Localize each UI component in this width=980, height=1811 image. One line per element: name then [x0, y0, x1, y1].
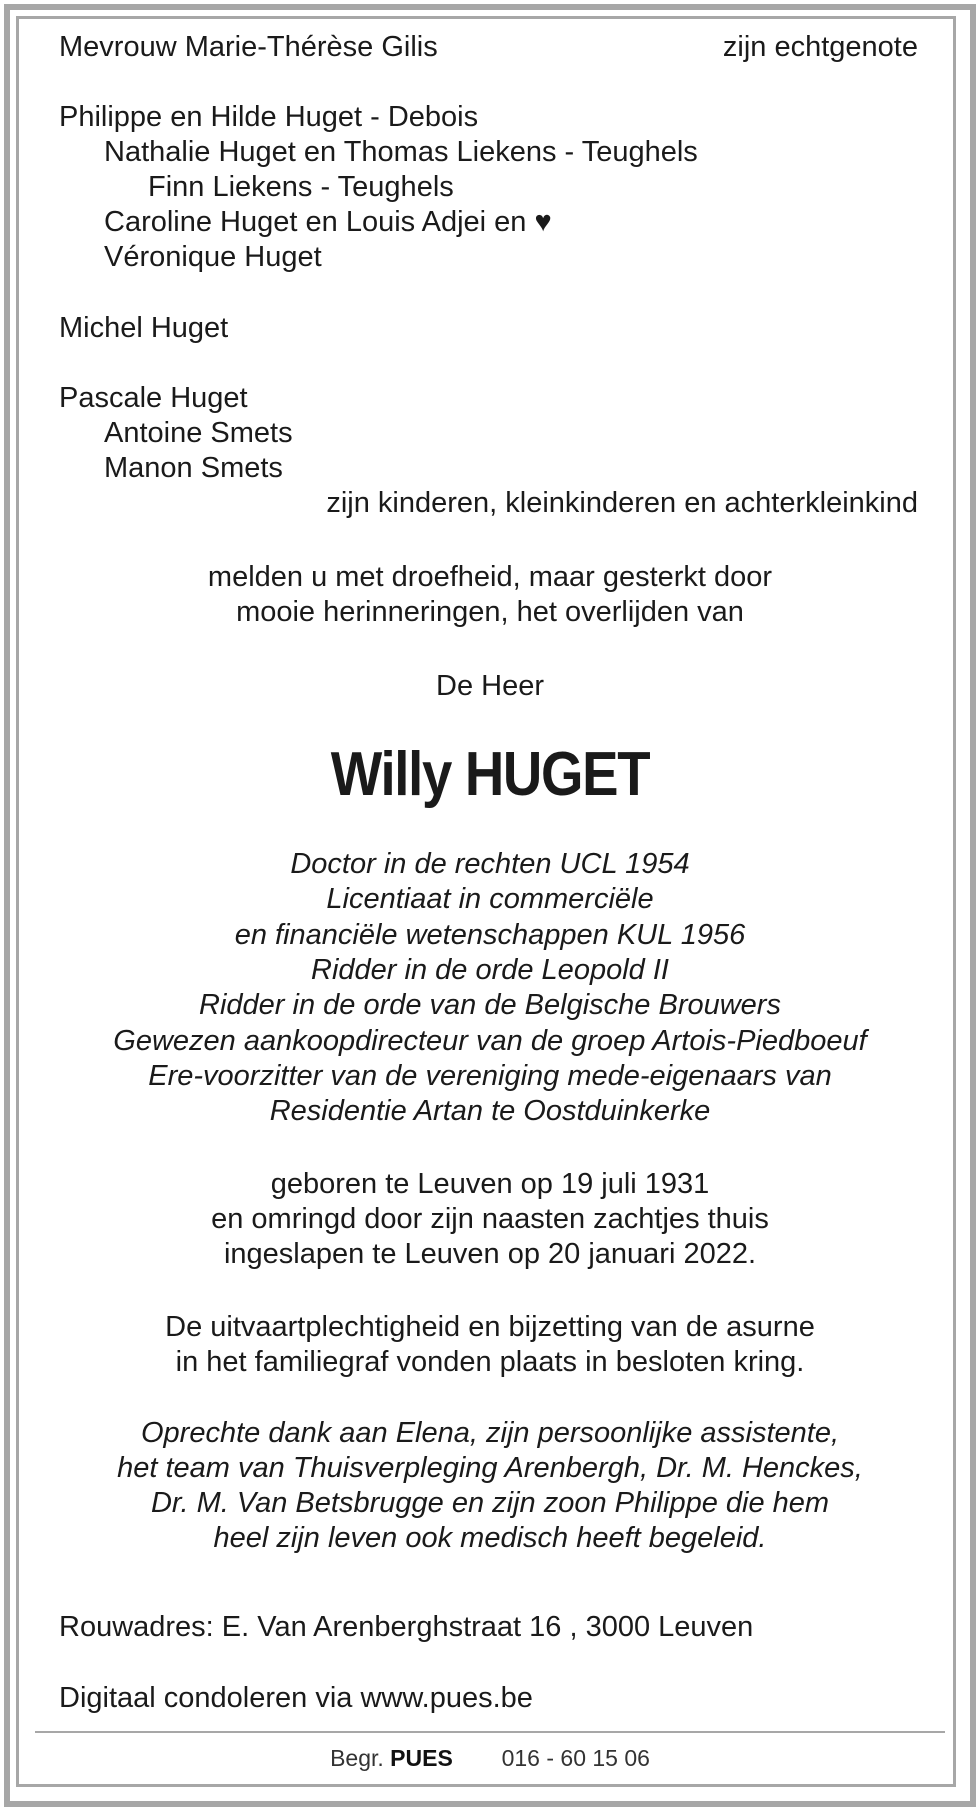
- title-line: Residentie Artan te Oostduinkerke: [269, 1095, 711, 1127]
- title-line: Licentiaat in commerciële: [326, 883, 654, 915]
- family-line: Nathalie Huget en Thomas Liekens - Teughels: [104, 136, 698, 168]
- condolence-text: Digitaal condoleren via www.pues.be: [59, 1682, 533, 1714]
- title-line: en financiële wetenschappen KUL 1956: [234, 919, 746, 951]
- thanks-line: Dr. M. Van Betsbrugge en zijn zoon Philippe die hem: [150, 1487, 830, 1519]
- announcement-line: melden u met droefheid, maar gesterkt door: [207, 561, 773, 593]
- thanks-line: het team van Thuisverpleging Arenbergh, Dr. M. Henckes,: [117, 1452, 863, 1484]
- honorific: De Heer: [436, 670, 544, 702]
- family-line: Pascale Huget: [59, 382, 248, 414]
- title-line: Ridder in de orde Leopold II: [311, 954, 669, 986]
- footer-phone: 016 - 60 15 06: [501, 1745, 650, 1771]
- title-line: Ridder in de orde van de Belgische Brouwers: [199, 989, 781, 1021]
- family-line: Finn Liekens - Teughels: [148, 171, 454, 203]
- family-line: Michel Huget: [59, 312, 229, 344]
- family-role: zijn kinderen, kleinkinderen en achterkleinkind: [326, 487, 918, 519]
- spouse-role: zijn echtgenote: [722, 31, 918, 63]
- funeral-company: PUES: [390, 1745, 453, 1771]
- thanks-line: Oprechte dank aan Elena, zijn persoonlijke assistente,: [140, 1417, 840, 1449]
- title-line: Gewezen aankoopdirecteur van de groep Artois-Piedboeuf: [113, 1025, 867, 1057]
- title-line: Doctor in de rechten UCL 1954: [290, 848, 690, 880]
- thanks-line: heel zijn leven ook medisch heeft begeleid.: [213, 1522, 767, 1554]
- footer: [0, 1743, 980, 1773]
- announcement-line: mooie herinneringen, het overlijden van: [236, 596, 744, 628]
- family-line: Philippe en Hilde Huget - Debois: [59, 101, 479, 133]
- deceased-name: Willy HUGET: [330, 740, 650, 809]
- life-date-line: en omringd door zijn naasten zachtjes thuis: [211, 1203, 769, 1235]
- title-line: Ere-voorzitter van de vereniging mede-eigenaars van: [148, 1060, 832, 1092]
- family-line: Manon Smets: [104, 452, 283, 484]
- family-line: Véronique Huget: [104, 241, 322, 273]
- ceremony-line: De uitvaartplechtigheid en bijzetting van de asurne: [165, 1311, 815, 1343]
- family-line: Antoine Smets: [104, 417, 293, 449]
- ceremony-line: in het familiegraf vonden plaats in besloten kring.: [175, 1346, 805, 1378]
- life-date-line: geboren te Leuven op 19 juli 1931: [270, 1168, 710, 1200]
- family-line: Caroline Huget en Louis Adjei en ♥: [104, 206, 552, 238]
- footer-prefix: Begr.: [330, 1745, 384, 1771]
- life-date-line: ingeslapen te Leuven op 20 januari 2022.: [223, 1238, 757, 1270]
- mourning-address: Rouwadres: E. Van Arenberghstraat 16 , 3000 Leuven: [59, 1611, 754, 1643]
- footer-divider: [35, 1731, 945, 1733]
- spouse-name: Mevrouw Marie-Thérèse Gilis: [59, 31, 438, 63]
